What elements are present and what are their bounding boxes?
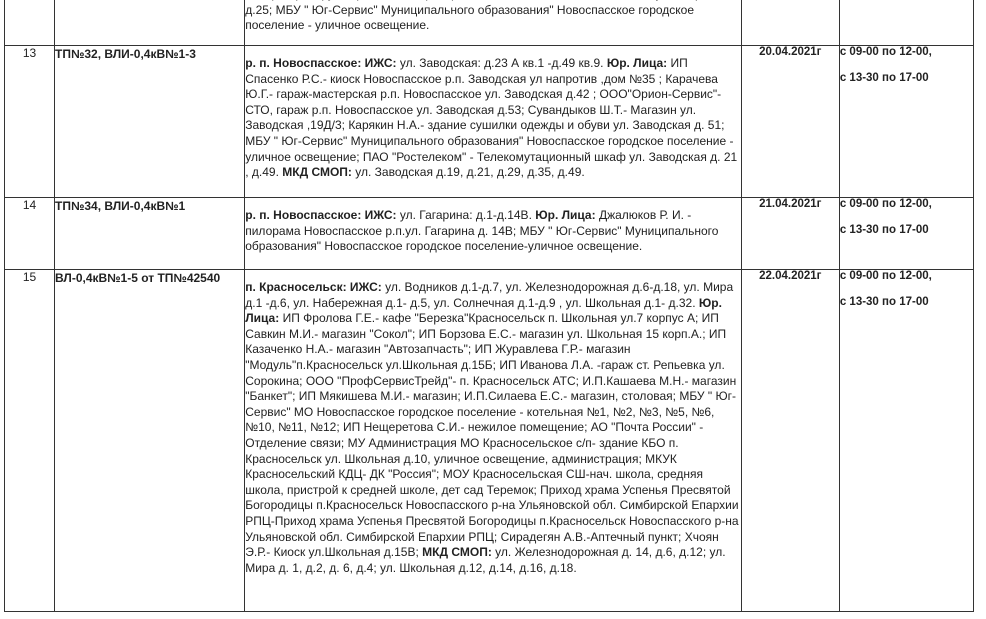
consumer-heading: п. Красносельск: ИЖС: bbox=[245, 280, 382, 294]
table-row bbox=[5, 0, 974, 46]
time-slot-morning: с 09-00 по 12-00, bbox=[839, 46, 932, 58]
consumers-list bbox=[245, 198, 742, 270]
row-number bbox=[5, 0, 55, 46]
row-number: 13 bbox=[5, 46, 55, 198]
consumer-heading: Юр. Лица: bbox=[535, 208, 596, 222]
table-row bbox=[5, 46, 974, 198]
consumer-heading: Юр. Лица: bbox=[245, 295, 722, 326]
consumers-list bbox=[245, 46, 742, 198]
power-object: ТП№34, ВЛИ-0,4кВ№1 bbox=[55, 198, 245, 270]
outage-date: 20.04.2021г bbox=[741, 46, 839, 198]
consumer-text: ул. Водников д.1-д.7, ул. Железнодорожная д.6-д.18, ул. Мира д.1 -д.6, ул. Набережная д.1- д.5, ул. Солнечная д.1-д.9 , ул. Школьная д.1- д.32. bbox=[245, 280, 734, 310]
table-row bbox=[5, 270, 974, 612]
outage-date: 21.04.2021г bbox=[741, 198, 839, 270]
consumer-heading: МКД СМОП: bbox=[282, 165, 352, 180]
outage-time bbox=[839, 198, 973, 270]
row-number: 15 bbox=[5, 270, 55, 612]
time-slot-morning: с 09-00 по 12-00, bbox=[839, 270, 932, 282]
time-slot-afternoon: с 13-30 по 17-00 bbox=[839, 72, 929, 84]
consumer-text: ул. Железнодорожная д. 14, д.6, д.12; ул. Мира д. 1, д.2, д. 6, д.4; ул. Школьная д.12, д.14, д.16, д.18. bbox=[245, 545, 726, 575]
consumer-text: Джалюков Р. И. - пилорама Новоспасское р.п.ул. Гагарина д. 14В; МБУ " Юг-Сервис" Муниципального образования" Новоспасское городское поселение-уличное освещение. bbox=[245, 208, 719, 254]
consumer-text: ул. Заводская д.19, д.21, д.29, д.35, д.49. bbox=[351, 165, 585, 180]
consumer-heading: р. п. Новоспасское: ИЖС: bbox=[245, 208, 397, 222]
outage-date: 22.04.2021г bbox=[741, 270, 839, 612]
outage-time bbox=[839, 46, 973, 198]
power-object: ВЛ-0,4кВ№1-5 от ТП№42540 bbox=[55, 270, 245, 612]
outage-time bbox=[839, 0, 973, 46]
row-number: 14 bbox=[5, 198, 55, 270]
time-slot-afternoon: с 13-30 по 17-00 bbox=[839, 224, 929, 236]
power-object bbox=[55, 0, 245, 46]
consumer-heading: МКД СМОП: bbox=[422, 545, 492, 560]
power-object: ТП№32, ВЛИ-0,4кВ№1-3 bbox=[55, 46, 245, 198]
outage-schedule-table bbox=[4, 0, 974, 612]
consumer-text: д.25; МБУ " Юг-Сервис" Муниципального образования" Новоспасское городское поселение - уличное освещение. bbox=[245, 2, 695, 33]
outage-time bbox=[839, 270, 973, 612]
consumer-heading: Юр. Лица: bbox=[606, 56, 668, 70]
table-row bbox=[5, 198, 974, 270]
consumer-text: ул. Заводская: д.23 А кв.1 -д.49 кв.9. bbox=[396, 56, 607, 70]
consumer-text: ИП Спасенко Р.С.- киоск Новоспасское р.п. Заводская ул напротив ,дом №35 ; Карачева Ю.Г.- гараж-мастерская р.п. Новоспасское ул. Заводская д.42 ; ООО"Орион-Сервис"- СТО, гараж р.п. Новоспасское ул. Заводская д.53; Сувандыков Ш.Т.- Магазин ул. Заводская ,19Д/3; Карякин Н.А.- здание сушилки одежды и обуви ул. Заводская д. 51; МБУ " Юг-Сервис" Муниципального образования" Новоспасское городское поселение - уличное освещение; ПАО "Ростелеком" - Телекомутационный шкаф ул. Заводская д. 21 , д.49. bbox=[245, 56, 738, 180]
consumer-text: ул. Гагарина: д.1-д.14В. bbox=[396, 208, 536, 222]
consumer-text: ИП Фролова Г.Е.- кафе "Березка"Красносельск п. Школьная ул.7 корпус А; ИП Савкин М.И.- магазин "Сокол"; ИП Борзова Е.С.- магазин ул. Школьная 15 корп.А.; ИП Казаченко Н.А.- магазин "Автозапчасть"; ИП Журавлева Г.Р.- магазин "Модуль"п.Красносельск ул.Школьная д.15Б; ИП Иванова Л.А. -гараж ст. Репьевка ул. Сорокина; ООО "ПрофСервисТрейд"- п. Красносельск АТС; И.П.Кашаева М.Н.- магазин "Банкет"; ИП Мякишева М.И.- магазин; И.П.Силаева Е.С.- магазин, столовая; МБУ " Юг-Сервис" МО Новоспасское городское поселение - котельная №1, №2, №3, №5, №6, №10, №11, №12; ИП Нещеретова С.И.- нежилое помещение; АО "Почта России" - Отделение связи; МУ Администрация МО Красносельское с/п- здание КБО п. Красносельск ул. Школьная д.10, уличное освещение, администрация; МКУК Красносельский КДЦ- ДК "Россия"; МОУ Красносельская СШ-нач. школа, средняя школа, пристрой к средней школе, дет сад Теремок; Приход храма Успенья Пресвятой Богородицы п.Красносельск Новоспасского р-на Ульяновской обл. Симбирской Епархии РПЦ-Приход храма Успенья Пресвятой Богородицы п.Красносельск Новоспасского р-на Ульяновской обл. Симбирской Епархии РПЦ; Сирадегян А.В.-Аптечный пункт; Хчоян Э.Р.- Киоск ул.Школьная д.15В; bbox=[245, 311, 739, 560]
consumers-list bbox=[245, 270, 742, 612]
time-slot-morning: с 09-00 по 12-00, bbox=[839, 198, 932, 210]
consumer-heading: р. п. Новоспасское: ИЖС: bbox=[245, 56, 397, 70]
consumers-list bbox=[245, 0, 742, 46]
outage-date bbox=[741, 0, 839, 46]
time-slot-afternoon: с 13-30 по 17-00 bbox=[839, 296, 929, 308]
